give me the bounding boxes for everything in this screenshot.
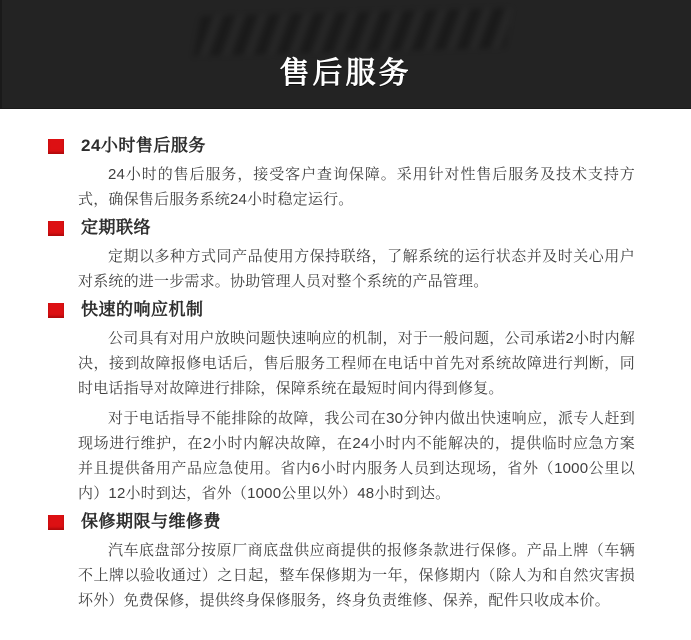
red-square-bullet-icon [48,303,64,318]
red-square-bullet-icon [48,515,64,530]
section-heading: 24小时售后服务 [81,136,206,155]
section-paragraph: 汽车底盘部分按原厂商底盘供应商提供的报修条款进行保修。产品上牌（车辆不上牌以验收通过）之日起，整车保修期为一年，保修期内（除人为和自然灾害损坏外）免费保修，提供终身保修服务，终身负责维修、保养，配件只收成本价。 [78,542,635,609]
section-paragraph: 公司具有对用户放映问题快速响应的机制，对于一般问题，公司承诺2小时内解决，接到故障报修电话后，售后服务工程师在电话中首先对系统故障进行判断，同时电话指导对故障进行排除，保障系统在最短时间内得到修复。 [78,330,635,397]
section-paragraph: 定期以多种方式同产品使用方保持联络，了解系统的运行状态并及时关心用户对系统的进一步需求。协助管理人员对整个系统的产品管理。 [78,248,635,290]
header-banner [0,0,691,109]
section-regular-contact [78,217,635,294]
section-heading-row [48,511,635,533]
section-rapid-response [78,299,635,506]
section-paragraph: 24小时的售后服务，接受客户查询保障。采用针对性售后服务及技术支持方式，确保售后服务系统24小时稳定运行。 [78,166,635,208]
section-paragraph: 对于电话指导不能排除的故障，我公司在30分钟内做出快速响应，派专人赶到现场进行维护，在2小时内解决故障，在24小时内不能解决的，提供临时应急方案并且提供备用产品应急使用。省内6小时内服务人员到达现场，省外（1000公里以内）12小时到达，省外（1000公里以外）48小时到达。 [78,410,635,502]
page-title: 售后服务 [279,57,412,90]
red-square-bullet-icon [48,139,64,154]
section-heading: 保修期限与维修费 [81,512,221,531]
section-heading: 定期联络 [81,218,151,237]
content-area [0,109,691,613]
section-24h-service [78,135,635,212]
section-heading: 快速的响应机制 [81,300,204,319]
section-heading-row [48,217,635,239]
section-heading-row [48,135,635,157]
watermark-smudge [193,8,512,56]
red-square-bullet-icon [48,221,64,236]
section-warranty-fees [78,511,635,613]
section-heading-row [48,299,635,321]
